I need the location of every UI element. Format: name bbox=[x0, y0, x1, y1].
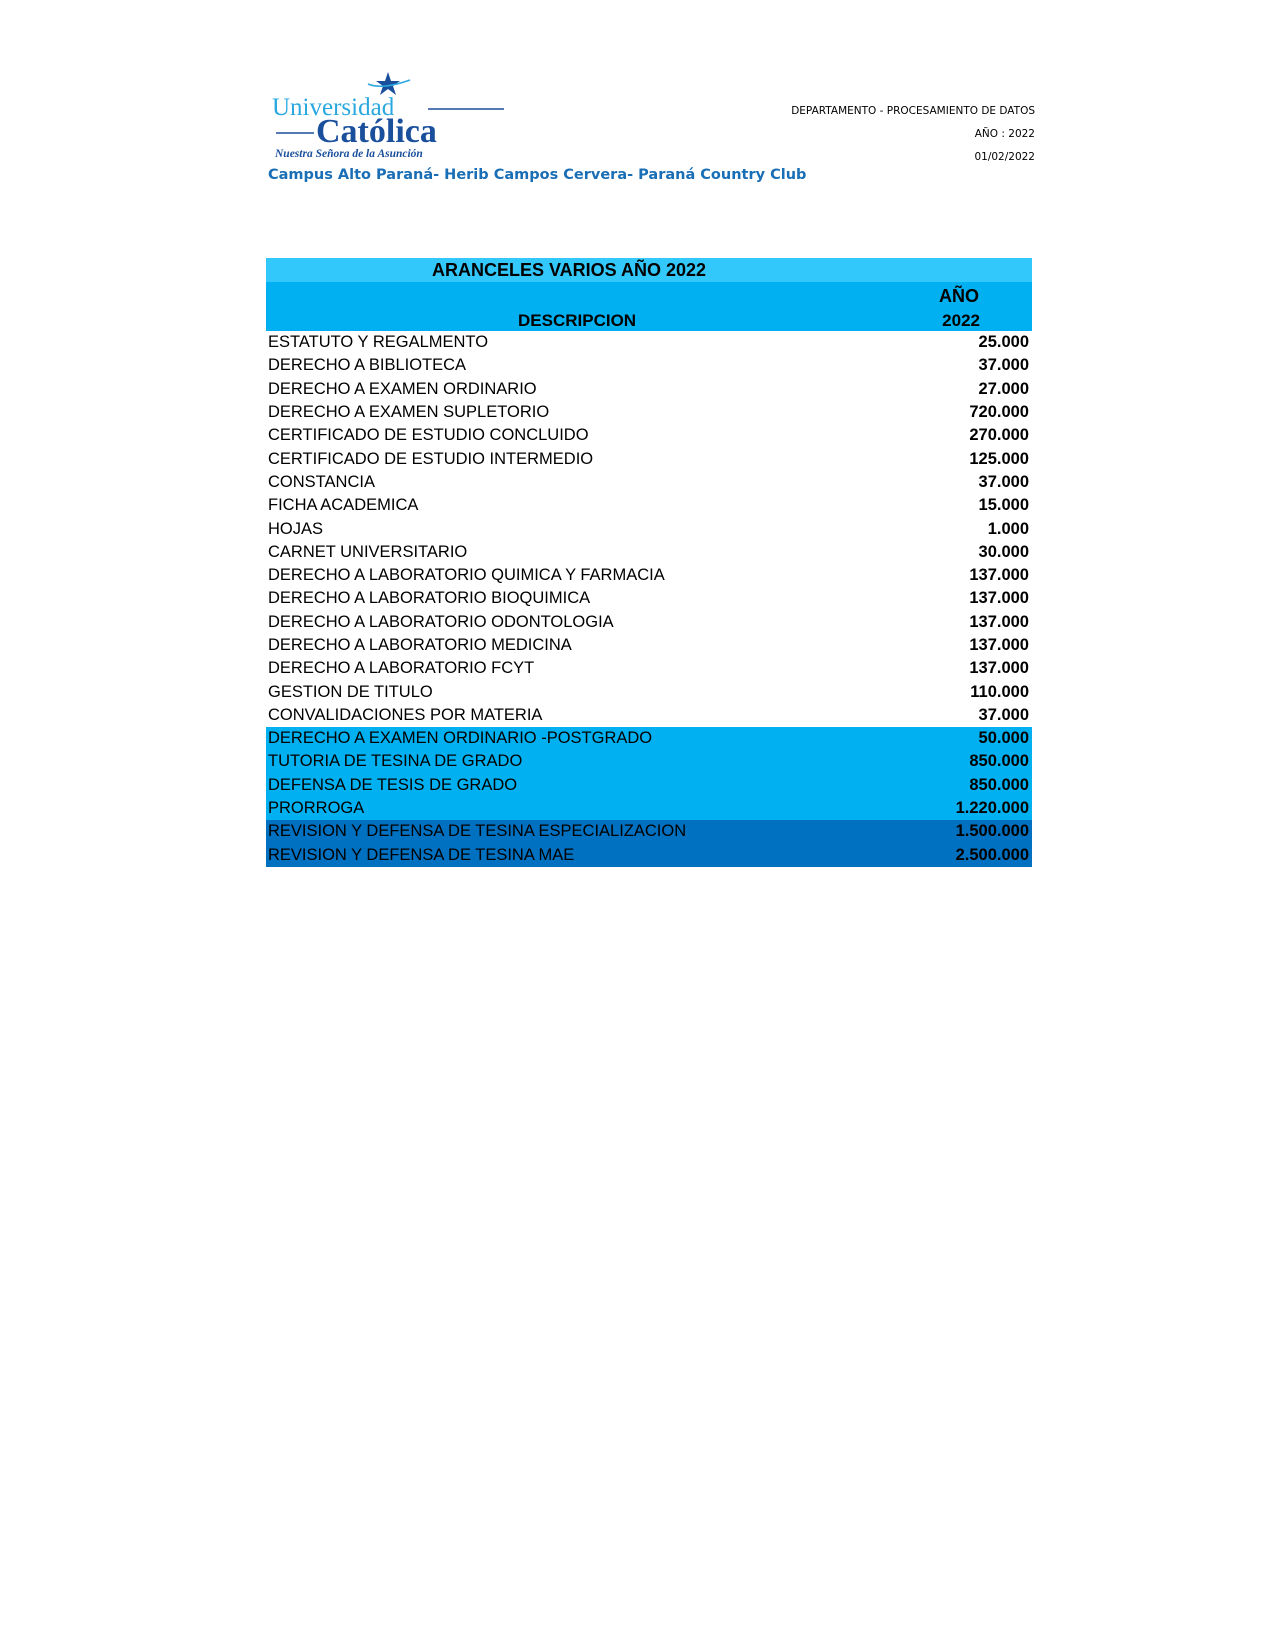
fees-table bbox=[266, 258, 1032, 867]
table-row bbox=[266, 401, 1032, 424]
fee-description: DERECHO A LABORATORIO MEDICINA bbox=[268, 636, 572, 654]
table-row bbox=[266, 564, 1032, 587]
year-label: AÑO : 2022 bbox=[974, 128, 1035, 140]
fee-description: REVISION Y DEFENSA DE TESINA ESPECIALIZACION bbox=[268, 822, 687, 841]
fee-description: DERECHO A LABORATORIO ODONTOLOGIA bbox=[268, 612, 614, 631]
fee-amount: 1.500.000 bbox=[955, 822, 1029, 841]
fee-amount: 137.000 bbox=[969, 589, 1029, 608]
fee-amount: 2.500.000 bbox=[955, 845, 1029, 864]
fee-amount: 137.000 bbox=[969, 659, 1029, 678]
table-row bbox=[266, 774, 1032, 797]
fee-amount: 137.000 bbox=[969, 566, 1029, 585]
table-row bbox=[266, 424, 1032, 447]
fee-amount: 37.000 bbox=[978, 705, 1029, 724]
table-row bbox=[266, 820, 1032, 843]
table-row bbox=[266, 587, 1032, 610]
fee-amount: 270.000 bbox=[969, 426, 1029, 445]
fee-amount: 850.000 bbox=[969, 752, 1029, 771]
table-body bbox=[266, 331, 1032, 867]
table-row bbox=[266, 471, 1032, 494]
column-header-description: DESCRIPCION bbox=[518, 311, 637, 330]
fee-amount: 1.000 bbox=[987, 519, 1029, 538]
fee-amount: 720.000 bbox=[969, 403, 1029, 422]
table-row bbox=[266, 331, 1032, 354]
fee-amount: 30.000 bbox=[978, 542, 1029, 561]
fee-amount: 50.000 bbox=[978, 729, 1029, 748]
fee-description: ESTATUTO Y REGALMENTO bbox=[268, 333, 489, 352]
fee-description: FICHA ACADEMICA bbox=[268, 496, 419, 515]
fee-description: DERECHO A EXAMEN ORDINARIO -POSTGRADO bbox=[268, 729, 653, 748]
university-logo bbox=[272, 70, 504, 162]
fee-description: DERECHO A EXAMEN SUPLETORIO bbox=[268, 403, 550, 422]
table-header-row bbox=[266, 282, 1032, 331]
fee-description: DERECHO A BIBLIOTECA bbox=[268, 356, 467, 375]
table-row bbox=[266, 704, 1032, 727]
fee-amount: 850.000 bbox=[969, 775, 1029, 794]
fee-description: DERECHO A EXAMEN ORDINARIO bbox=[268, 379, 537, 398]
table-title: ARANCELES VARIOS AÑO 2022 bbox=[432, 260, 707, 280]
fee-amount: 125.000 bbox=[969, 449, 1029, 468]
table-row bbox=[266, 844, 1032, 867]
fee-amount: 37.000 bbox=[978, 472, 1029, 491]
table-row bbox=[266, 634, 1032, 657]
table-row bbox=[266, 750, 1032, 773]
table-row bbox=[266, 354, 1032, 377]
fee-description: CERTIFICADO DE ESTUDIO INTERMEDIO bbox=[268, 449, 594, 468]
fee-amount: 137.000 bbox=[969, 636, 1029, 654]
fee-description: CONVALIDACIONES POR MATERIA bbox=[268, 705, 543, 724]
fee-description: PRORROGA bbox=[268, 799, 365, 818]
column-header-year-value: 2022 bbox=[942, 311, 980, 330]
document-date: 01/02/2022 bbox=[974, 151, 1035, 163]
fee-description: GESTION DE TITULO bbox=[268, 682, 433, 701]
fee-amount: 137.000 bbox=[969, 612, 1029, 631]
fee-amount: 1.220.000 bbox=[955, 799, 1029, 818]
table-row bbox=[266, 797, 1032, 820]
department-info bbox=[791, 100, 1035, 169]
fee-description: DEFENSA DE TESIS DE GRADO bbox=[268, 775, 518, 794]
table-row bbox=[266, 680, 1032, 703]
fee-amount: 110.000 bbox=[970, 682, 1029, 701]
table-row bbox=[266, 494, 1032, 517]
logo-line2: Católica bbox=[316, 113, 437, 150]
fee-description: HOJAS bbox=[268, 519, 324, 538]
fee-description: CARNET UNIVERSITARIO bbox=[268, 542, 468, 561]
table-row bbox=[266, 447, 1032, 470]
logo-tagline: Nuestra Señora de la Asunción bbox=[275, 148, 423, 160]
table-row bbox=[266, 541, 1032, 564]
fee-description: TUTORIA DE TESINA DE GRADO bbox=[268, 752, 523, 771]
fee-description: DERECHO A LABORATORIO BIOQUIMICA bbox=[268, 589, 591, 608]
table-row bbox=[266, 378, 1032, 401]
logo-line1: Universidad bbox=[272, 94, 395, 121]
fee-amount: 27.000 bbox=[978, 379, 1029, 398]
fee-amount: 25.000 bbox=[978, 333, 1029, 352]
fee-description: REVISION Y DEFENSA DE TESINA MAE bbox=[268, 845, 575, 864]
table-row bbox=[266, 727, 1032, 750]
fee-description: DERECHO A LABORATORIO QUIMICA Y FARMACIA bbox=[268, 566, 665, 585]
fee-amount: 15.000 bbox=[978, 496, 1029, 515]
fee-description: CONSTANCIA bbox=[268, 472, 375, 491]
table-title-row bbox=[266, 258, 1032, 282]
column-header-year: AÑO bbox=[939, 286, 979, 306]
fee-description: CERTIFICADO DE ESTUDIO CONCLUIDO bbox=[268, 426, 589, 445]
fee-amount: 37.000 bbox=[978, 356, 1029, 375]
fee-description: DERECHO A LABORATORIO FCYT bbox=[268, 659, 535, 678]
department-label: DEPARTAMENTO - PROCESAMIENTO DE DATOS bbox=[791, 105, 1035, 117]
campus-name: Campus Alto Paraná- Herib Campos Cervera- Paraná Country Club bbox=[268, 167, 807, 183]
table-row bbox=[266, 611, 1032, 634]
table-row bbox=[266, 517, 1032, 540]
table-row bbox=[266, 657, 1032, 680]
